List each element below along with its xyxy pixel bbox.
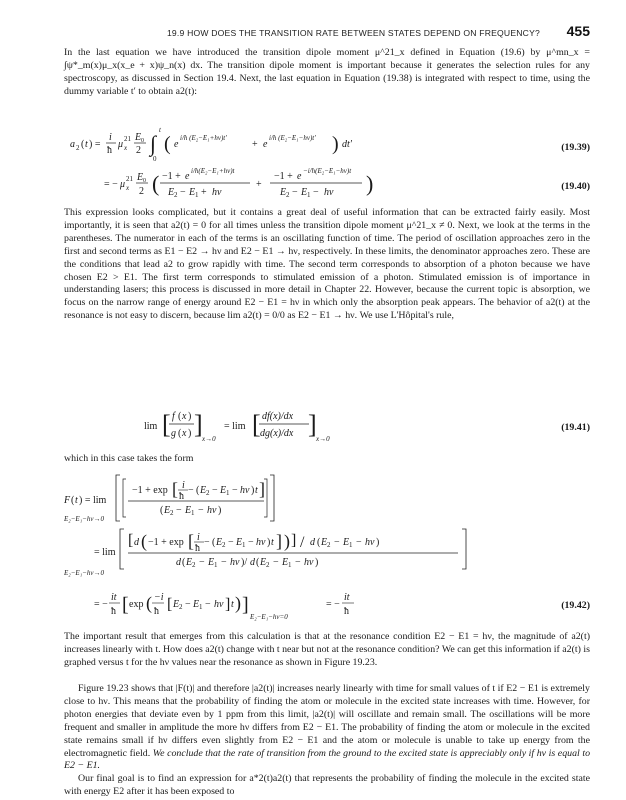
svg-text:+: +: [252, 139, 258, 150]
paragraph-5-emphasis: We conclude that the rate of transition from the ground to the excited state is appreciably only if hν is equal to E2 − E1.: [64, 747, 591, 772]
equation-19-39-40-graphic: [64, 125, 590, 203]
svg-text:exp: exp: [129, 599, 144, 610]
svg-text:[: [: [162, 410, 171, 439]
svg-text:E: E: [216, 537, 223, 548]
svg-text:−1 +: −1 +: [162, 171, 181, 182]
svg-text:E: E: [135, 132, 142, 143]
svg-text:): ): [376, 537, 380, 548]
svg-text:2: 2: [139, 186, 144, 197]
svg-text:x: x: [126, 184, 130, 192]
svg-text:0: 0: [143, 178, 146, 184]
running-header: [0, 22, 590, 42]
svg-text:(: (: [212, 537, 216, 548]
svg-text:E: E: [164, 505, 171, 516]
svg-text:= lim: = lim: [224, 421, 246, 432]
svg-text:): ): [267, 537, 271, 548]
svg-text:(: (: [160, 505, 164, 516]
svg-text:]: ]: [291, 532, 297, 549]
svg-text:d: d: [176, 557, 181, 568]
svg-text:): ): [251, 485, 255, 496]
svg-text:[: [: [128, 532, 134, 549]
svg-text:−: −: [176, 505, 182, 516]
svg-text:−: −: [232, 485, 238, 496]
svg-text:dg(x)/dx: dg(x)/dx: [260, 428, 294, 439]
svg-text:2: 2: [192, 561, 196, 569]
svg-text:e: e: [297, 171, 302, 182]
svg-text:2: 2: [206, 489, 210, 497]
svg-text:(: (: [141, 531, 147, 551]
svg-text:−: −: [198, 505, 204, 516]
svg-text:μ: μ: [120, 179, 126, 190]
svg-text:1: 1: [242, 541, 246, 549]
svg-text:−: −: [212, 485, 218, 496]
svg-text:−: −: [204, 537, 210, 548]
svg-text:0: 0: [153, 155, 157, 163]
svg-text:−: −: [228, 537, 234, 548]
svg-text:= −: = −: [104, 179, 118, 190]
svg-text:= lim: = lim: [94, 547, 116, 558]
svg-text:(: (: [81, 139, 85, 150]
svg-text:hν: hν: [324, 187, 334, 198]
svg-text:−: −: [356, 537, 362, 548]
svg-text:21: 21: [124, 135, 131, 143]
svg-text:): ): [315, 557, 319, 568]
svg-text:−1 +: −1 +: [274, 171, 293, 182]
svg-text:): ): [332, 133, 339, 155]
svg-text:x: x: [182, 428, 187, 439]
svg-text:−1 + exp: −1 + exp: [132, 485, 168, 496]
svg-text:ħ: ħ: [179, 491, 184, 502]
svg-text:−: −: [185, 599, 191, 610]
svg-text:[: [: [122, 594, 129, 616]
svg-text:t: t: [159, 126, 161, 134]
svg-text:−: −: [295, 557, 301, 568]
svg-text:2: 2: [170, 509, 174, 517]
svg-text:2: 2: [327, 541, 331, 549]
svg-text:e: e: [174, 139, 179, 150]
svg-text:t: t: [75, 495, 78, 506]
svg-text:]: ]: [308, 410, 317, 439]
svg-text:]: ]: [242, 594, 249, 616]
paragraph-6: Our final goal is to find an expression for a*2(t)a2(t) that represents the probability of finding the molecule in the excited state with energy E2 after it has been exposed to: [64, 773, 590, 798]
svg-text:2: 2: [179, 603, 183, 611]
svg-text:F: F: [64, 495, 71, 506]
svg-text:2: 2: [286, 191, 290, 199]
svg-text:i/ħ (E₂−E₁+hν)t′: i/ħ (E₂−E₁+hν)t′: [180, 134, 227, 142]
paragraph-1: In the last equation we have introduced the transition dipole moment μ^21_x defined in Equation (19.6) by μ^mn_x = ∫ψ*_m(x)μ_x(x_e + x)ψ_n(x) dx. The transition dipole moment is important because it generates the selection rules for any spectroscopy, as discussed in Section 19.4. Next, the last equation in Equation (19.38) is integrated with respect to time, using the dummy variable t′ to obtain a2(t):: [64, 47, 590, 97]
svg-text:2: 2: [174, 191, 178, 199]
svg-text:= −: = −: [326, 599, 340, 610]
svg-text:ħ: ħ: [107, 145, 112, 156]
svg-text:−1 + exp: −1 + exp: [148, 537, 184, 548]
svg-text:E: E: [260, 557, 267, 568]
svg-text:a: a: [70, 139, 75, 150]
svg-text:): ): [188, 428, 192, 439]
svg-text:x→0: x→0: [202, 435, 216, 443]
svg-text:−i: −i: [154, 592, 164, 603]
equation-19-42-graphic: [64, 469, 590, 629]
svg-text:1: 1: [288, 561, 292, 569]
svg-text:]: ]: [225, 596, 231, 613]
svg-text:= −: = −: [94, 599, 108, 610]
svg-text:1: 1: [307, 191, 311, 199]
equation-19-39-40: [64, 125, 590, 203]
svg-text:(: (: [317, 537, 321, 548]
svg-text:+: +: [201, 187, 207, 198]
svg-text:E: E: [137, 172, 144, 183]
svg-text:ħ: ħ: [195, 543, 200, 554]
svg-text:−: −: [188, 485, 194, 496]
svg-text:i: i: [197, 532, 200, 543]
svg-text:x: x: [124, 144, 128, 152]
svg-text:2: 2: [266, 561, 270, 569]
svg-text:1: 1: [214, 561, 218, 569]
svg-text:21: 21: [126, 175, 133, 183]
svg-text:−: −: [334, 537, 340, 548]
svg-text:x→0: x→0: [316, 435, 330, 443]
svg-text:[: [: [167, 596, 173, 613]
svg-text:2: 2: [136, 145, 141, 156]
svg-text:(: (: [182, 557, 186, 568]
svg-text:(: (: [178, 428, 182, 439]
svg-text:−: −: [221, 557, 227, 568]
equation-number-19-41: (19.41): [561, 422, 590, 433]
svg-text:]: ]: [259, 479, 265, 499]
equation-19-41-graphic: [64, 401, 590, 453]
svg-text:f: f: [172, 411, 175, 422]
svg-text:E: E: [208, 557, 215, 568]
svg-text:ħ: ħ: [111, 606, 116, 617]
svg-text:d: d: [134, 537, 139, 548]
svg-text:hν: hν: [212, 187, 222, 198]
svg-text:[: [: [172, 479, 178, 499]
svg-text:(: (: [164, 133, 171, 155]
svg-text:dt′: dt′: [342, 139, 352, 150]
svg-text:it: it: [111, 592, 117, 603]
svg-text:): ): [218, 505, 222, 516]
svg-text:E: E: [173, 599, 180, 610]
paragraph-4: The important result that emerges from this calculation is that at the resonance condition E2 − E1 = hν, the magnitude of a2(t) increases linearly with t. How does a2(t) change with t near but not at the resonance condition? We can get this information if a2(t) is graphed versus t for the hν values near the resonance as shown in Figure 19.23.: [64, 631, 590, 668]
svg-text:E: E: [280, 187, 287, 198]
svg-text:d: d: [250, 557, 255, 568]
svg-text:+: +: [256, 179, 262, 190]
svg-text:−: −: [313, 187, 319, 198]
svg-text:1: 1: [191, 509, 195, 517]
svg-text:]: ]: [276, 531, 282, 551]
equation-number-19-39: (19.39): [561, 142, 590, 153]
svg-text:x: x: [182, 411, 187, 422]
svg-text:(: (: [178, 411, 182, 422]
svg-text:1: 1: [199, 603, 203, 611]
svg-text:E: E: [186, 557, 193, 568]
page-number: 455: [566, 23, 590, 39]
svg-text:): ): [366, 171, 374, 196]
svg-text:hν: hν: [365, 537, 375, 548]
svg-text:E: E: [200, 485, 207, 496]
svg-text:i: i: [182, 480, 185, 491]
svg-text:d: d: [310, 537, 315, 548]
paragraph-2: This expression looks complicated, but it contains a great deal of useful information that can be extracted fairly easily. Most importantly, it is seen that a2(t) = 0 for all times unless the transition dipole moment μ^21_x ≠ 0. Next, we look at the terms in the parentheses. The numerator in each of the terms is an oscillating function of time. The period of oscillation approaches zero in the first and second terms as E1 − E2 → hν and E2 − E1 → hν, respectively. In these limits, the denominator approaches zero. These are the conditions that lead a2 to grow rapidly with time. The second term corresponds to absorption of a photon because we have chosen E2 > E1. The first term corresponds to stimulated emission of a photon. Stimulated emission is of importance in understanding lasers; this process is discussed in more detail in Chapter 22. However, because the current topic is absorption, we focus on the narrow range of energy around E2 − E1 = hν in which only the absorption peak appears. The behavior of a2(t) at the resonance is not easy to discern, because lim a2(t) = 0/0 as E2 − E1 → hν. We use L'Hôpital's rule,: [64, 207, 590, 322]
svg-text:t: t: [85, 139, 88, 150]
svg-text:E: E: [220, 485, 227, 496]
svg-text:(: (: [152, 171, 160, 196]
svg-text:2: 2: [76, 144, 80, 152]
svg-text:t: t: [271, 537, 274, 548]
svg-text:−: −: [248, 537, 254, 548]
paragraph-3: which in this case takes the form: [64, 453, 194, 464]
text-body: [64, 47, 590, 799]
svg-text:hν: hν: [230, 557, 240, 568]
svg-text:E₂−E₁−hν→0: E₂−E₁−hν→0: [64, 569, 104, 577]
svg-text:g: g: [171, 428, 176, 439]
svg-text:ħ: ħ: [344, 606, 349, 617]
svg-text:df(x)/dx: df(x)/dx: [262, 411, 294, 422]
svg-text:−i/ħ(E₂−E₁−hν)t: −i/ħ(E₂−E₁−hν)t: [303, 167, 352, 175]
svg-text:E₂−E₁−hν=0: E₂−E₁−hν=0: [250, 613, 288, 621]
chapter-title: 19.9 HOW DOES THE TRANSITION RATE BETWEEN STATES DEPEND ON FREQUENCY?: [166, 28, 540, 38]
svg-text:i/ħ(E₂−E₁+hν)t: i/ħ(E₂−E₁+hν)t: [191, 167, 235, 175]
svg-text:lim: lim: [144, 421, 158, 432]
svg-text:−: −: [292, 187, 298, 198]
svg-text:it: it: [344, 592, 350, 603]
svg-text:E: E: [168, 187, 175, 198]
svg-text:i: i: [109, 132, 112, 143]
svg-text:−: −: [199, 557, 205, 568]
svg-text:∫: ∫: [150, 131, 157, 156]
svg-text:/: /: [300, 534, 305, 551]
svg-text:E: E: [321, 537, 328, 548]
svg-text:1: 1: [349, 541, 353, 549]
svg-text:): ): [284, 531, 290, 551]
svg-text:(: (: [146, 593, 152, 613]
paragraph-5: [64, 683, 590, 773]
svg-text:−: −: [273, 557, 279, 568]
svg-text:[: [: [252, 410, 261, 439]
svg-text:E: E: [236, 537, 243, 548]
svg-text:E: E: [343, 537, 350, 548]
svg-text:μ: μ: [118, 139, 124, 150]
svg-text:E: E: [301, 187, 308, 198]
svg-text:0: 0: [141, 138, 144, 144]
paragraph-5-text: Figure 19.23 shows that |F(t)| and therefore |a2(t)| increases nearly linearly with time for small values of t if E2 − E1 is extremely close to hν. This means that the probability of finding the atom or molecule in the excited state increases with time. However, for photon energies that deviate even by 1 ppm from this limit, |a2(t)| will oscillate and remain small. The oscillations will be more frequent and smaller in amplitude the more hν differs from E2 − E1. The probability of finding the atom or molecule in the excited state remains small if hν differs even slightly from E2 − E1 and the atom or molecule is unable to take up energy from the electromagnetic field.: [64, 683, 590, 759]
svg-text:hν: hν: [256, 537, 266, 548]
svg-text:) = lim: ) = lim: [79, 495, 107, 506]
svg-text:hν: hν: [240, 485, 250, 496]
svg-text:hν: hν: [207, 505, 217, 516]
svg-text:E: E: [185, 505, 192, 516]
svg-text:2: 2: [222, 541, 226, 549]
svg-text:e: e: [185, 171, 190, 182]
equation-19-41: [64, 401, 590, 453]
svg-text:−: −: [205, 599, 211, 610]
svg-text:]: ]: [194, 410, 203, 439]
svg-text:(: (: [71, 495, 75, 506]
equation-number-19-40: (19.40): [561, 181, 590, 192]
svg-text:1: 1: [226, 489, 230, 497]
svg-text:(: (: [256, 557, 260, 568]
svg-text:) =: ) =: [89, 139, 101, 150]
svg-text:): ): [235, 593, 241, 613]
svg-text:E₂−E₁−hν→0: E₂−E₁−hν→0: [64, 515, 104, 523]
svg-text:(: (: [196, 485, 200, 496]
svg-text:)/: )/: [241, 557, 248, 568]
svg-text:[: [: [188, 531, 194, 551]
svg-text:t: t: [231, 599, 234, 610]
equation-19-42: [64, 469, 590, 629]
svg-text:E: E: [282, 557, 289, 568]
svg-text:−: −: [180, 187, 186, 198]
svg-text:i/ħ (E₂−E₁−hν)t′: i/ħ (E₂−E₁−hν)t′: [269, 134, 316, 142]
svg-text:hν: hν: [214, 599, 224, 610]
svg-text:): ): [188, 411, 192, 422]
svg-text:e: e: [263, 139, 268, 150]
equation-number-19-42: (19.42): [561, 600, 590, 611]
svg-text:ħ: ħ: [154, 606, 159, 617]
svg-text:E: E: [189, 187, 196, 198]
svg-text:E: E: [193, 599, 200, 610]
svg-text:1: 1: [195, 191, 199, 199]
svg-text:t: t: [255, 485, 258, 496]
svg-text:hν: hν: [304, 557, 314, 568]
